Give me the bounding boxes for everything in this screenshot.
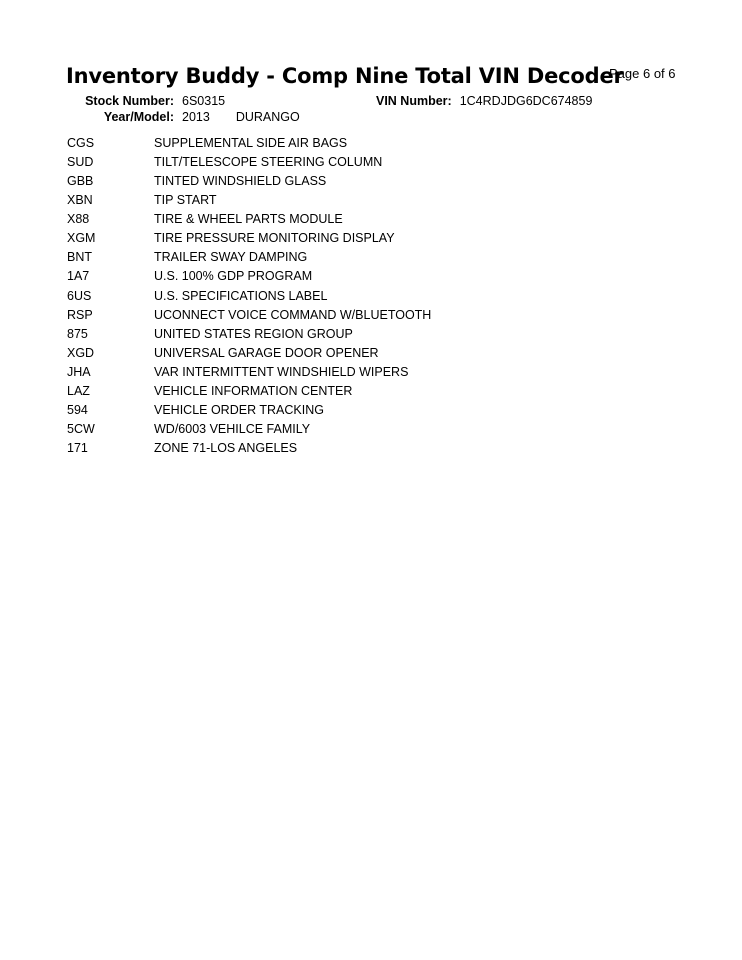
model-value: DURANGO [235, 110, 300, 124]
option-description: U.S. SPECIFICATIONS LABEL [154, 288, 328, 303]
vin-number-label: VIN Number: [376, 94, 452, 108]
option-description: WD/6003 VEHILCE FAMILY [154, 421, 311, 436]
option-code-list [67, 134, 431, 458]
option-row [67, 210, 431, 229]
option-description: SUPPLEMENTAL SIDE AIR BAGS [154, 136, 348, 150]
option-code: 875 [67, 326, 88, 341]
option-row [67, 287, 431, 306]
option-description: TIRE & WHEEL PARTS MODULE [154, 212, 343, 227]
year-model-label: Year/Model: [103, 110, 174, 124]
option-description: VAR INTERMITTENT WINDSHIELD WIPERS [154, 364, 409, 379]
option-row [67, 172, 431, 191]
option-description: VEHICLE ORDER TRACKING [154, 402, 324, 417]
option-row [67, 267, 431, 286]
option-code: 1A7 [67, 269, 90, 284]
stock-number-value: 6S0315 [182, 94, 226, 108]
option-row [67, 401, 431, 420]
option-code: SUD [67, 155, 94, 170]
vin-number-row [376, 94, 592, 108]
option-row [67, 153, 431, 172]
option-code: 5CW [67, 421, 95, 436]
page-number: Page 6 of 6 [609, 66, 676, 81]
option-code: CGS [67, 136, 95, 150]
option-code: 171 [67, 441, 88, 455]
option-row [67, 344, 431, 363]
option-row [67, 382, 431, 401]
option-code: X88 [67, 212, 90, 227]
option-row [67, 325, 431, 344]
option-code: 6US [67, 288, 92, 303]
report-title: Inventory Buddy - Comp Nine Total VIN Decoder [66, 64, 624, 88]
option-code: BNT [67, 250, 92, 265]
year-value: 2013 [182, 110, 210, 124]
option-row [67, 248, 431, 267]
option-code: JHA [67, 364, 91, 379]
option-description: TIRE PRESSURE MONITORING DISPLAY [154, 231, 395, 246]
option-row [67, 134, 431, 153]
option-description: UNIVERSAL GARAGE DOOR OPENER [154, 345, 379, 360]
option-description: TIP START [154, 193, 217, 208]
option-code: GBB [67, 174, 94, 189]
option-code: 594 [67, 402, 88, 417]
option-row [67, 229, 431, 248]
option-description: UNITED STATES REGION GROUP [154, 326, 353, 341]
option-description: TRAILER SWAY DAMPING [154, 250, 308, 265]
option-description: VEHICLE INFORMATION CENTER [154, 383, 353, 398]
option-description: TILT/TELESCOPE STEERING COLUMN [154, 155, 383, 170]
option-row [67, 363, 431, 382]
option-row [67, 439, 431, 458]
option-row [67, 420, 431, 439]
option-description: ZONE 71-LOS ANGELES [154, 441, 298, 455]
option-code: XBN [67, 193, 93, 208]
option-row [67, 306, 431, 325]
option-code: RSP [67, 307, 93, 322]
vin-number-value: 1C4RDJDG6DC674859 [459, 94, 593, 108]
option-row [67, 191, 431, 210]
year-model-row [60, 110, 300, 124]
option-description: U.S. 100% GDP PROGRAM [154, 269, 313, 284]
option-description: TINTED WINDSHIELD GLASS [154, 174, 327, 189]
stock-number-label: Stock Number: [85, 94, 174, 108]
option-code: LAZ [67, 383, 90, 398]
option-code: XGD [67, 345, 95, 360]
option-description: UCONNECT VOICE COMMAND W/BLUETOOTH [154, 307, 432, 322]
stock-number-row [60, 94, 225, 108]
option-code: XGM [67, 231, 96, 246]
